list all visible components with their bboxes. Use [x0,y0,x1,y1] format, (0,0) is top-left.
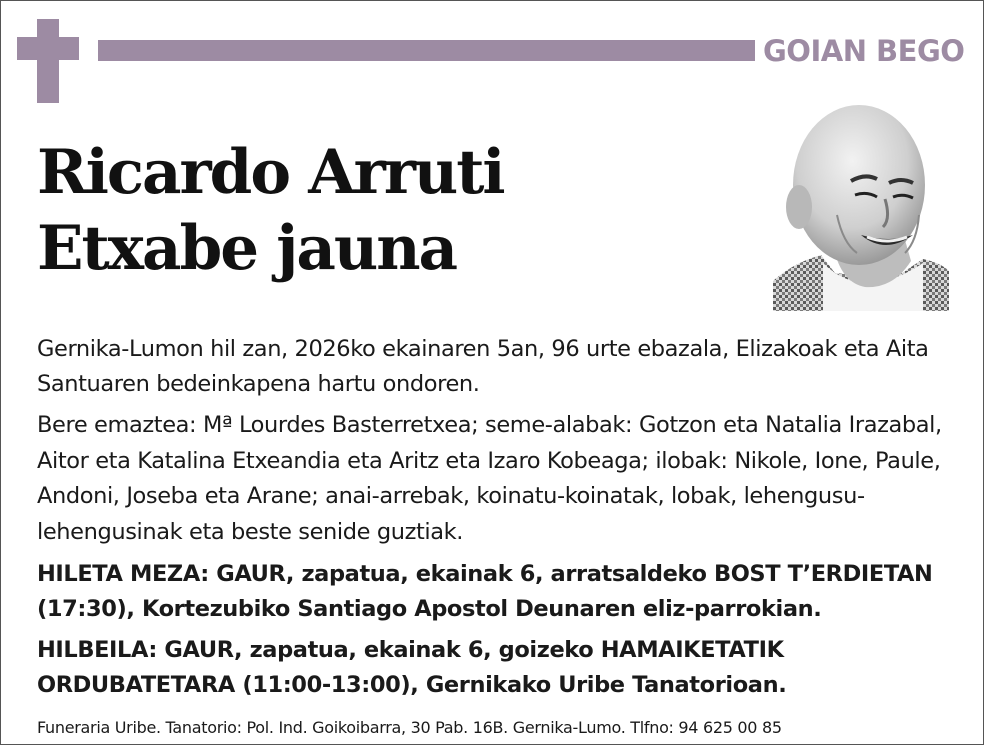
deceased-name-line-1: Ricardo Arruti [37,137,504,208]
funeral-home-footer: Funeraria Uribe. Tanatorio: Pol. Ind. Goikoibarra, 30 Pab. 16B. Gernika-Lumo. Tlfno: 94 625 00 85 [37,718,782,737]
wake-paragraph: HILBEILA: GAUR, zapatua, ekainak 6, goizeko HAMAIKETATIK ORDUBATETARA (11:00-13:00), Gernikako Uribe Tanatorioan. [37,637,787,698]
cross-icon-vertical [37,19,59,103]
family-paragraph: Bere emaztea: Mª Lourdes Basterretxea; seme-alabak: Gotzon eta Natalia Irazabal, Aitor eta Katalina Etxeandia eta Aritz eta Izaro Kobeaga; ilobak: Nikole, Ione, Paule, Andoni, Joseba eta Arane; anai-arrebak, koinatu-koinatak, lobak, lehengusu-lehengusinak eta beste senide guztiak. [37,412,942,545]
header-label: GOIAN BEGO [763,34,965,68]
deceased-name [37,135,504,287]
funeral-mass-paragraph: HILETA MEZA: GAUR, zapatua, ekainak 6, arratsaldeko BOST T’ERDIETAN (17:30), Kortezubiko Santiago Apostol Deunaren eliz-parrokian. [37,561,933,622]
header-divider-bar [98,40,755,61]
death-notice-paragraph: Gernika-Lumon hil zan, 2026ko ekainaren 5an, 96 urte ebazala, Elizakoak eta Aita Santuaren bedeinkapena hartu ondoren. [37,336,929,397]
cross-icon-horizontal [17,37,79,60]
portrait-photo [773,103,949,311]
deceased-name-line-2: Etxabe jauna [37,213,457,284]
